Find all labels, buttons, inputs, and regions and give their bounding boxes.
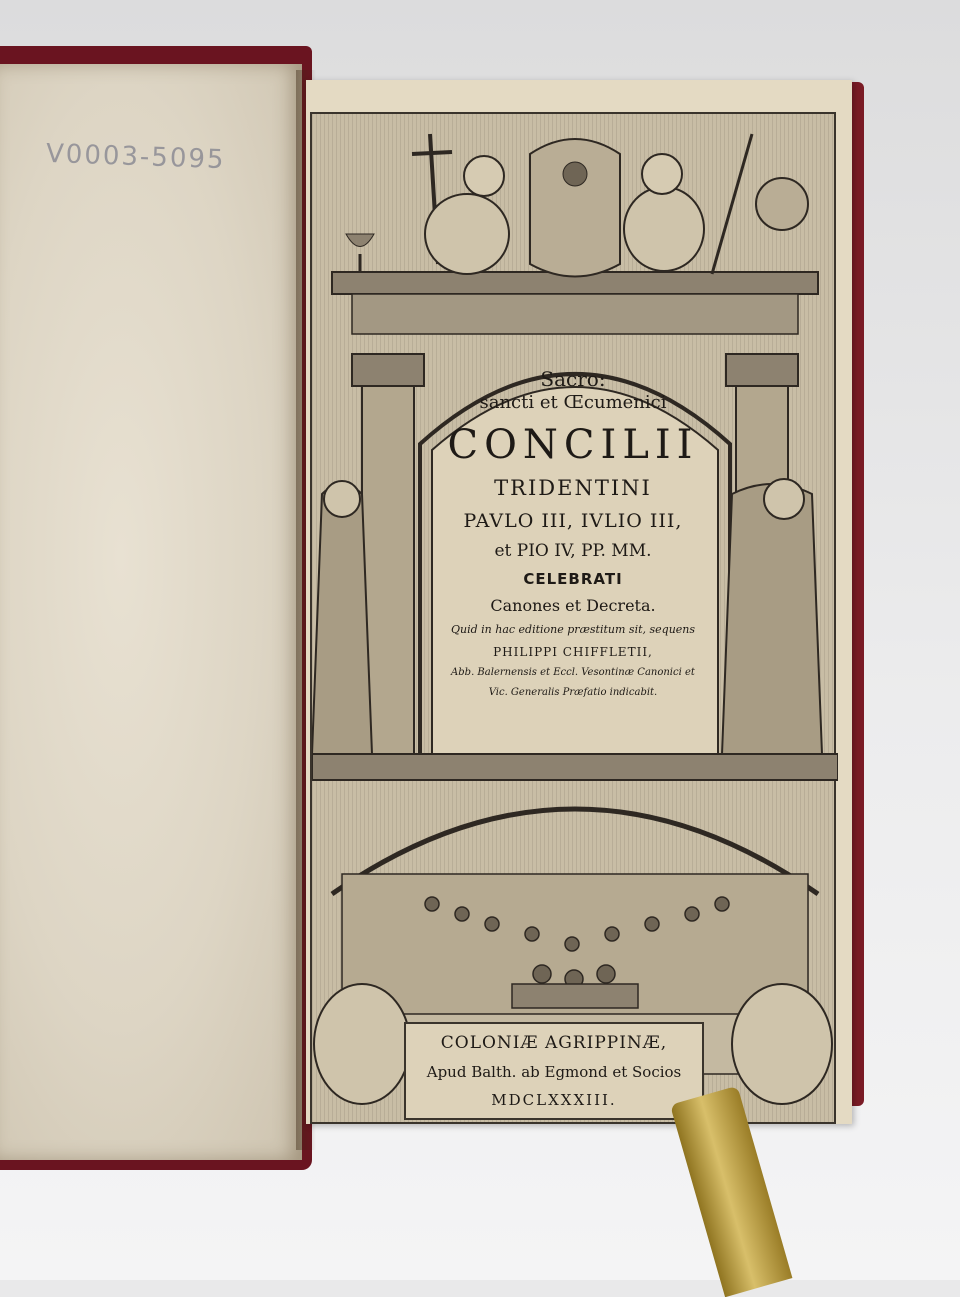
- title-line-vicar: Vic. Generalis Præfatio indicabit.: [488, 687, 658, 698]
- title-inscription: [433, 355, 713, 750]
- title-line-canones: Canones et Decreta.: [490, 596, 656, 615]
- imprint-place: COLONIÆ AGRIPPINÆ,: [440, 1033, 668, 1053]
- title-line-pio: et PIO IV, PP. MM.: [494, 541, 652, 561]
- title-line-sancti: sancti et Œcumenici: [479, 392, 667, 413]
- title-line-author: PHILIPPI CHIFFLETII,: [493, 645, 653, 659]
- title-line-celebrati: CELEBRATI: [523, 570, 623, 588]
- left-flyleaf: [0, 64, 302, 1160]
- title-line-abbas: Abb. Balernensis et Eccl. Vesontinæ Canonici et: [451, 667, 695, 678]
- title-line-sacro: Sacro:: [540, 367, 606, 391]
- imprint-cartouche: [404, 1022, 704, 1120]
- imprint-publisher: Apud Balth. ab Egmond et Socios: [426, 1063, 682, 1081]
- title-line-quid: Quid in hac editione præstitum sit, sequens: [450, 623, 696, 636]
- imprint-year: MDCLXXXIII.: [491, 1091, 617, 1109]
- title-line-popes: PAVLO III, IVLIO III,: [463, 510, 683, 532]
- title-line-tridentini: TRIDENTINI: [494, 476, 652, 500]
- shelfmark-label: V0003-5095: [45, 138, 226, 176]
- title-line-concilii: CONCILII: [447, 422, 699, 468]
